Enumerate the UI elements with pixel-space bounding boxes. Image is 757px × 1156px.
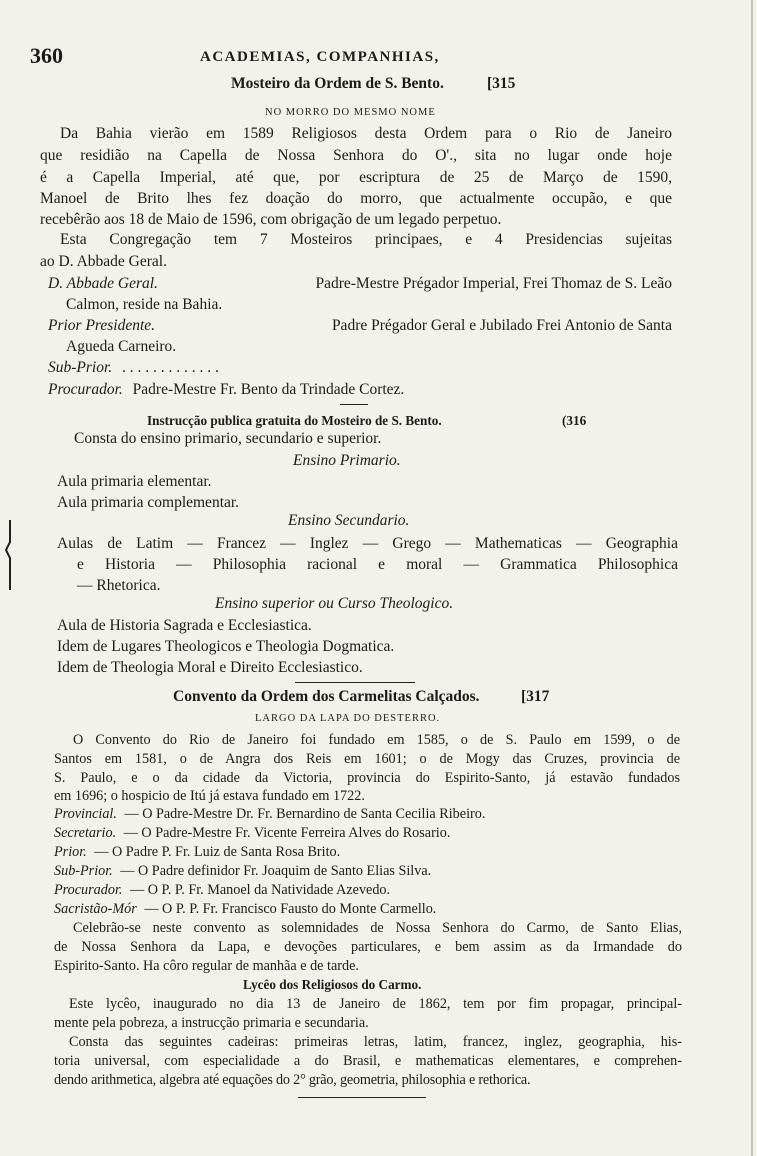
staff-entry bbox=[48, 276, 672, 292]
binding-clip-mark bbox=[4, 520, 14, 590]
list-item: Aula primaria complementar. bbox=[57, 494, 240, 511]
running-title: ACADEMIAS, COMPANHIAS, bbox=[200, 49, 440, 65]
paragraph-line: Santos em 1581, o de Angra dos Reis em 1601; o de Mogy das Cruzes, provincia de bbox=[54, 751, 680, 767]
staff-role: Provincial. bbox=[54, 806, 117, 822]
staff-text: Padre Prégador Geral e Jubilado Frei Antonio de Santa bbox=[331, 317, 672, 334]
divider-footer bbox=[298, 1097, 426, 1098]
staff-role: Sacristão-Mór bbox=[54, 901, 137, 917]
paragraph-line: Manoel de Brito lhes fez doação do morro, que actualmente occupão, e que bbox=[40, 190, 672, 207]
paragraph-line: Esta Congregação tem 7 Mosteiros principaes, e 4 Presidencias sujeitas bbox=[60, 231, 672, 248]
staff-text: Padre-Mestre Prégador Imperial, Frei Thomaz de S. Leão bbox=[315, 275, 672, 292]
paragraph-line: recebêrão aos 18 de Maio de 1596, com obrigação de um legado perpetuo. bbox=[40, 211, 502, 228]
paragraph-line: toria universal, com especialidade a do Brasil, e mathematicas elementares, e comprehen- bbox=[54, 1053, 682, 1069]
section-title-instruccao: Instrucção publica gratuita do Mosteiro de S. Bento. bbox=[147, 413, 442, 428]
subheading-secundario: Ensino Secundario. bbox=[288, 512, 410, 529]
paragraph-line: Celebrão-se neste convento as solemnidades de Nossa Senhora do Carmo, de Santo Elias, bbox=[73, 920, 682, 936]
paragraph-line: de Nossa Senhora da Lapa, e devoções particulares, e bem assim as da Irmandade do bbox=[54, 939, 682, 955]
paragraph-line: dendo arithmetica, algebra até equações do 2° grão, geometria, philosophia e rethorica. bbox=[54, 1072, 531, 1088]
page-number: 360 bbox=[30, 43, 63, 68]
page-edge-right bbox=[751, 0, 753, 1156]
staff-text: — O Padre-Mestre Dr. Fr. Bernardino de Santa Cecilia Ribeiro. bbox=[124, 806, 486, 822]
staff-entry bbox=[54, 845, 340, 859]
paragraph-line: Espirito-Santo. Ha côro regular de manhãa e de tarde. bbox=[54, 958, 359, 974]
divider bbox=[295, 682, 415, 683]
staff-entry bbox=[54, 807, 485, 821]
staff-role: Procurador. bbox=[48, 381, 123, 398]
list-item: Aula de Historia Sagrada e Ecclesiastica. bbox=[57, 617, 312, 634]
paragraph-line: Da Bahia vierão em 1589 Religiosos desta Ordem para o Rio de Janeiro bbox=[60, 125, 672, 142]
staff-role: Prior Presidente. bbox=[48, 317, 156, 334]
section-ref-317: [317 bbox=[521, 688, 550, 705]
section-title-lyceo: Lycêo dos Religiosos do Carmo. bbox=[243, 977, 422, 992]
paragraph-line: mente pela pobreza, a instrucção primaria e secundaria. bbox=[54, 1015, 369, 1031]
section-ref-315: [315 bbox=[487, 75, 516, 92]
staff-entry bbox=[54, 826, 450, 840]
staff-text: — O Padre definidor Fr. Joaquim de Santo Elias Silva. bbox=[120, 863, 432, 879]
paragraph-line: Este lycêo, inaugurado no dia 13 de Janeiro de 1862, tem por fim propagar, principal- bbox=[69, 996, 682, 1012]
section-subtitle: LARGO DA LAPA DO DESTERRO. bbox=[255, 713, 441, 724]
staff-entry bbox=[54, 902, 436, 916]
section-title-sao-bento: Mosteiro da Ordem de S. Bento. bbox=[231, 75, 444, 92]
staff-entry bbox=[48, 382, 404, 398]
divider-short bbox=[340, 404, 368, 405]
paragraph-line: que residião na Capella de Nossa Senhora do O'., sita no lugar onde hoje bbox=[40, 147, 672, 164]
staff-role: Sub-Prior. bbox=[48, 359, 113, 376]
staff-text: — O P. P. Fr. Francisco Fausto do Monte Carmello. bbox=[144, 901, 437, 917]
paragraph-line: Consta das seguintes cadeiras: primeiras letras, latim, francez, inglez, geographia, his- bbox=[69, 1034, 682, 1050]
paragraph-line: S. Paulo, e o da cidade da Victoria, provincia do Espirito-Santo, já estavão fundados bbox=[54, 770, 680, 786]
list-item: — Rhetorica. bbox=[77, 577, 161, 594]
staff-text: . . . . . . . . . . . . . bbox=[122, 359, 219, 376]
list-item: Idem de Theologia Moral e Direito Ecclesiastico. bbox=[57, 659, 363, 676]
staff-text: — O P. P. Fr. Manoel da Natividade Azevedo. bbox=[130, 882, 391, 898]
list-item: e Historia — Philosophia racional e moral — Grammatica Philosophica bbox=[77, 556, 678, 573]
paragraph-line: em 1696; o hospicio de Itú já estava fundado em 1722. bbox=[54, 788, 365, 804]
paragraph-line: é a Capella Imperial, até que, por escriptura de 25 de Março de 1590, bbox=[40, 169, 672, 186]
section-ref-316: (316 bbox=[562, 413, 587, 428]
staff-role: D. Abbade Geral. bbox=[48, 275, 158, 292]
staff-entry-cont: Agueda Carneiro. bbox=[66, 338, 177, 355]
section-title-carmelitas: Convento da Ordem dos Carmelitas Calçados. bbox=[173, 688, 480, 705]
staff-entry bbox=[54, 883, 390, 897]
paragraph-line: Consta do ensino primario, secundario e superior. bbox=[74, 430, 382, 447]
paragraph-line: O Convento do Rio de Janeiro foi fundado em 1585, o de S. Paulo em 1599, o de bbox=[73, 732, 680, 748]
staff-text: — O Padre-Mestre Fr. Vicente Ferreira Alves do Rosario. bbox=[123, 825, 451, 841]
list-item: Aula primaria elementar. bbox=[57, 473, 212, 490]
staff-role: Procurador. bbox=[54, 882, 123, 898]
paragraph-line: ao D. Abbade Geral. bbox=[40, 253, 167, 270]
staff-entry bbox=[54, 864, 431, 878]
staff-text: Padre-Mestre Fr. Bento da Trindade Cortez. bbox=[132, 381, 405, 398]
staff-role: Prior. bbox=[54, 844, 87, 860]
list-item: Idem de Lugares Theologicos e Theologia Dogmatica. bbox=[57, 638, 395, 655]
staff-role: Sub-Prior. bbox=[54, 863, 113, 879]
staff-role: Secretario. bbox=[54, 825, 117, 841]
subheading-superior: Ensino superior ou Curso Theologico. bbox=[215, 595, 454, 612]
staff-entry-cont: Calmon, reside na Bahia. bbox=[66, 296, 223, 313]
list-item: Aulas de Latim — Francez — Inglez — Grego — Mathematicas — Geographia bbox=[57, 535, 678, 552]
subheading-primario: Ensino Primario. bbox=[293, 452, 401, 469]
section-subtitle: NO MORRO DO MESMO NOME bbox=[265, 107, 436, 118]
staff-entry bbox=[48, 360, 219, 376]
staff-text: — O Padre P. Fr. Luiz de Santa Rosa Brito. bbox=[94, 844, 341, 860]
staff-entry bbox=[48, 318, 672, 334]
